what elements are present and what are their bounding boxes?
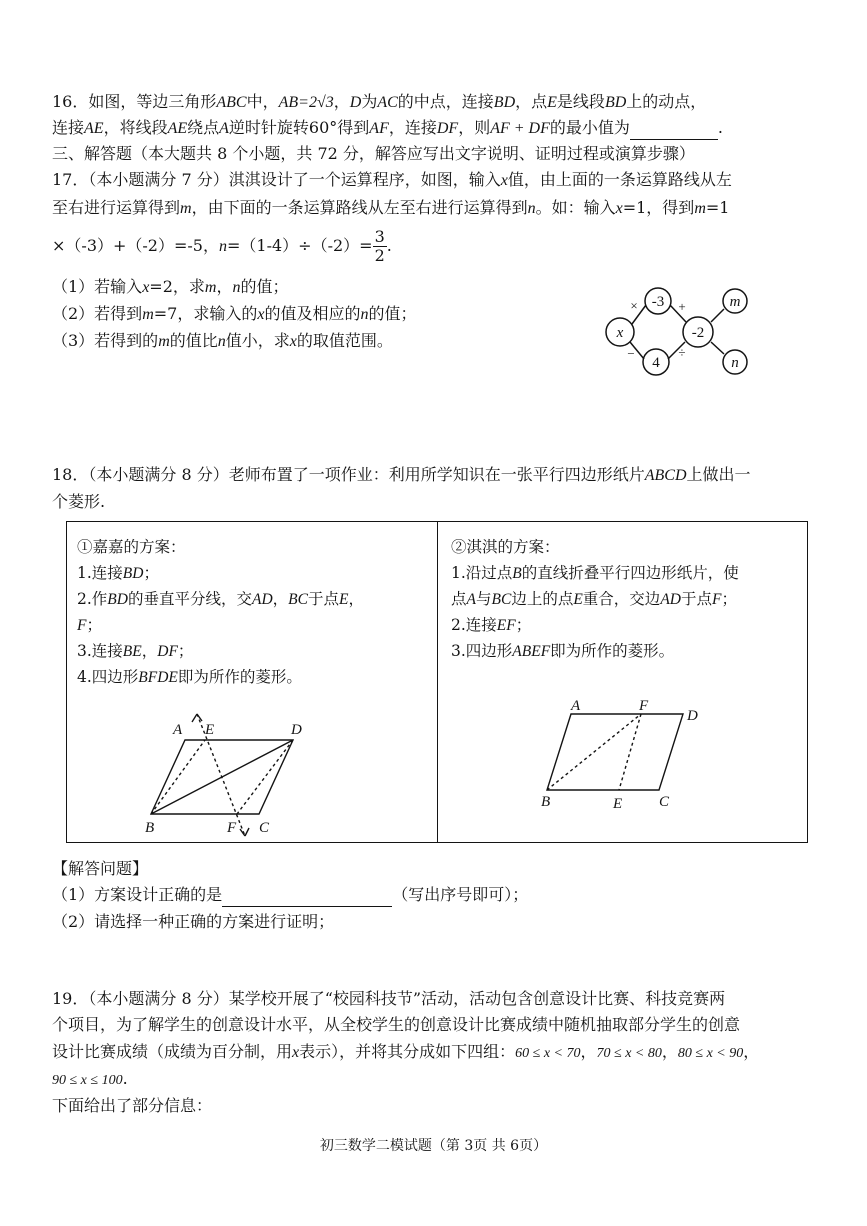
right-parallelogram-figure <box>541 698 721 818</box>
label-e: E <box>205 722 215 738</box>
node-n-label: n <box>731 355 739 371</box>
q17-line3: ×（-3）+（-2）=-5，n=（1-4）÷（-2）= $\frac{3}{2}$ . <box>52 227 392 265</box>
left-step2: 2.作BD的垂直平分线，交AD，BC于点E， <box>77 590 364 608</box>
q17-line1: 17．（本小题满分 7 分）淇淇设计了一个运算程序，如图，输入x值，由上面的一条运算路线从左 <box>52 170 732 189</box>
label-d: D <box>687 708 698 724</box>
q17-part2: （2）若得到m=7，求输入的x的值及相应的n的值； <box>52 304 417 323</box>
operation-flow-diagram <box>598 284 778 384</box>
solution-table <box>66 521 808 843</box>
q18-line1: 18．（本小题满分 8 分）老师布置了一项作业：利用所学知识在一张平行四边形纸片ABCD上做出一 <box>52 465 751 484</box>
label-f: F <box>639 698 649 714</box>
node-4-label: 4 <box>652 355 660 371</box>
left-plan-title: ①嘉嘉的方案： <box>77 538 186 556</box>
parallelogram-abcd <box>547 714 683 790</box>
op-divide-label: ÷ <box>678 345 686 360</box>
q19-line2: 个项目，为了解学生的创意设计水平，从全校学生的创意设计比赛成绩中随机抽取部分学生的创意 <box>52 1015 741 1034</box>
q19-line5: 下面给出了部分信息： <box>52 1096 213 1115</box>
q19-line3: 设计比赛成绩（成绩为百分制，用x表示），并将其分成如下四组：60 ≤ x < 70，70 ≤ x < 80，80 ≤ x < 90， <box>52 1042 760 1061</box>
node-neg2-label: -2 <box>691 325 705 341</box>
op-minus-label: − <box>627 346 635 361</box>
segment-be <box>151 740 205 814</box>
q17-line2: 至右进行运算得到m，由下面的一条运算路线从左至右进行运算得到n。如：输入x=1，得到m=1 <box>52 198 730 217</box>
label-c: C <box>659 794 670 810</box>
label-a: A <box>571 698 581 714</box>
label-b: B <box>145 820 155 836</box>
label-a: A <box>173 722 183 738</box>
node-m-label: m <box>729 294 741 310</box>
left-step1: 1.连接BD； <box>77 564 159 582</box>
label-e: E <box>613 796 623 812</box>
q16-line2: 连接AE，将线段AE绕点A逆时针旋转60°得到AF，连接DF，则AF + DF的最小值为 . <box>52 117 723 140</box>
q16-answer-blank[interactable] <box>630 117 718 140</box>
right-step1: 1.沿过点B的直线折叠平行四边形纸片，使 <box>451 564 739 582</box>
q18-answer-title: 【解答问题】 <box>52 859 149 878</box>
segment-ef <box>619 714 641 790</box>
left-step4: 4.四边形BFDE即为所作的菱形。 <box>77 668 302 686</box>
op-times-label: × <box>630 298 638 313</box>
q18-answer-blank[interactable] <box>222 884 392 907</box>
label-f: F <box>227 820 237 836</box>
node-x-label: x <box>616 325 624 341</box>
label-d: D <box>291 722 302 738</box>
section-3-heading: 三、解答题（本大题共 8 个小题，共 72 分，解答应写出文字说明、证明过程或演算步骤） <box>52 144 695 163</box>
left-step3: 3.连接BE，DF； <box>77 642 194 660</box>
right-step3: 3.四边形ABEF即为所作的菱形。 <box>451 642 675 660</box>
segment-bf <box>547 714 641 790</box>
label-c: C <box>259 820 270 836</box>
left-step2-cont: F； <box>77 616 102 634</box>
q16-line1: 16．如图，等边三角形ABC中，AB=2√3，D为AC的中点，连接BD，点E是线段BD上的动点， <box>52 92 707 111</box>
q18-line2: 个菱形. <box>52 492 106 511</box>
q17-part3: （3）若得到的m的值比n值小，求x的取值范围。 <box>52 331 393 350</box>
page-footer: 初三数学二模试题（第 3页 共 6页） <box>319 1138 548 1154</box>
q18-answer-part1: （1）方案设计正确的是 （写出序号即可）； <box>52 884 528 907</box>
table-divider <box>437 522 438 842</box>
path-neg2-to-n <box>711 342 724 354</box>
node-neg3-label: -3 <box>651 294 665 310</box>
right-step2: 2.连接EF； <box>451 616 532 634</box>
right-plan-title: ②淇淇的方案： <box>451 538 560 556</box>
q19-line1: 19．（本小题满分 8 分）某学校开展了“校园科技节”活动，活动包含创意设计比赛、科技竞赛两 <box>52 989 726 1008</box>
arrow-head-top-a <box>192 714 197 722</box>
fraction-three-halves: $\frac{3}{2}$ <box>374 227 385 265</box>
q18-answer-part2: （2）请选择一种正确的方案进行证明； <box>52 912 335 931</box>
segment-df <box>237 740 293 814</box>
label-b: B <box>541 794 551 810</box>
q19-line4: 90 ≤ x ≤ 100. <box>52 1069 128 1088</box>
right-step1-cont: 点A与BC边上的点E重合，交边AD于点F； <box>451 590 737 608</box>
arrow-head-bottom-b <box>245 828 249 836</box>
left-parallelogram-figure <box>145 708 335 838</box>
path-neg2-to-m <box>711 309 724 322</box>
op-plus-label: + <box>678 299 686 314</box>
q17-part1: （1）若输入x=2，求m，n的值； <box>52 277 289 296</box>
